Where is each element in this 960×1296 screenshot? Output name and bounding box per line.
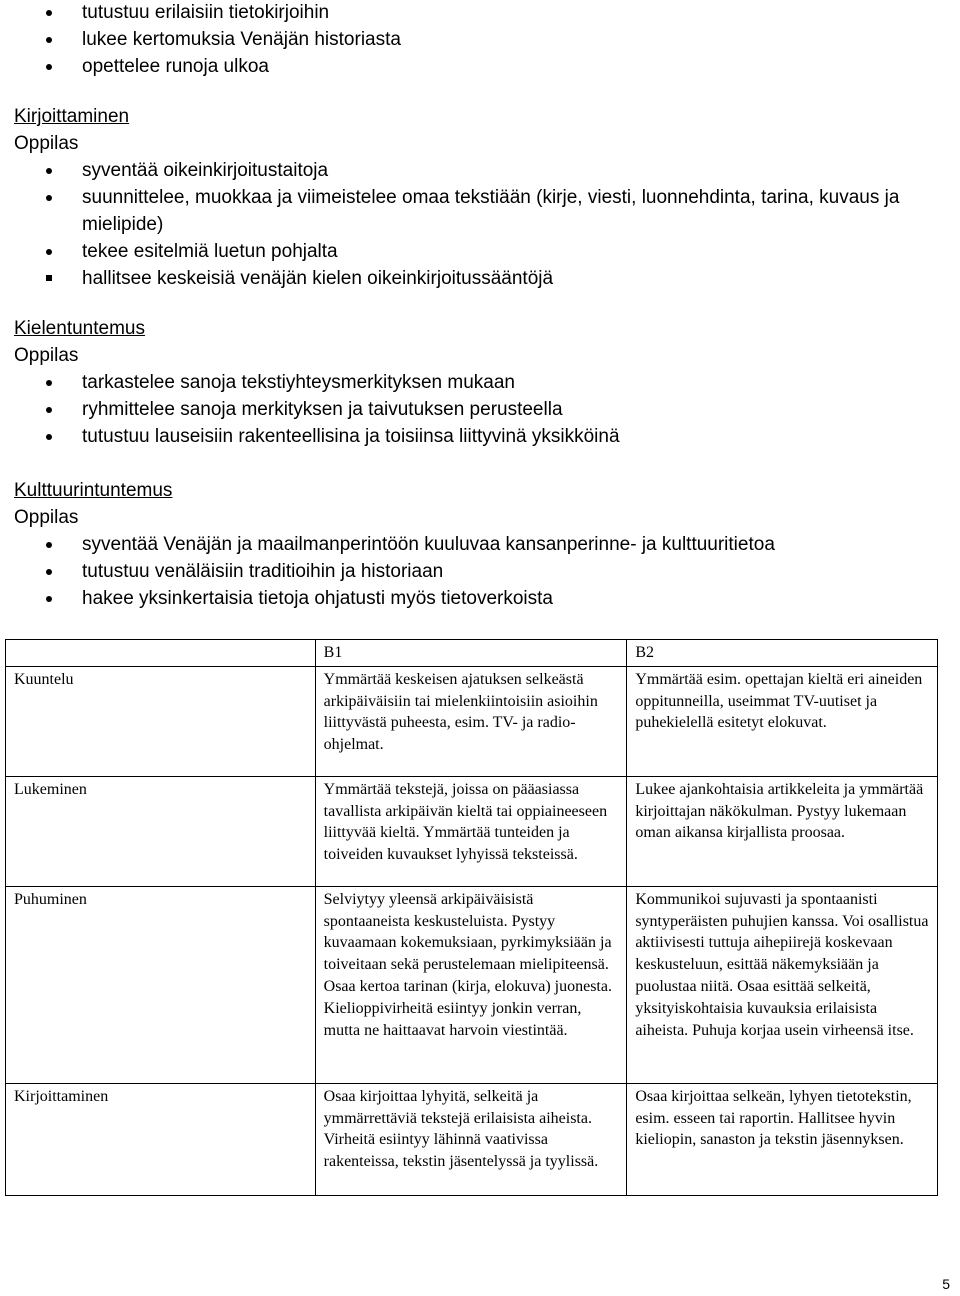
- b1-cell: Ymmärtää tekstejä, joissa on pääasiassa tavallista arkipäivän kieltä tai oppiaineeseen liittyvää kieltä. Ymmärtää tunteiden ja toiveiden kuvaukset lyhyissä teksteissä.: [315, 776, 627, 886]
- kulttuurintuntemus-list: [0, 531, 960, 612]
- list-item: lukee kertomuksia Venäjän historiasta: [0, 26, 960, 53]
- kielentuntemus-list: [0, 369, 960, 450]
- section-heading-kulttuurintuntemus: Kulttuurintuntemus: [14, 480, 173, 501]
- bullet-icon: [46, 168, 52, 174]
- kirjoittaminen-list: [0, 157, 960, 292]
- table-header-row: [6, 640, 938, 667]
- list-item: syventää oikeinkirjoitustaitoja: [0, 157, 960, 184]
- b1-cell: Ymmärtää keskeisen ajatuksen selkeästä arkipäiväisiin tai mielenkiintoisiin asioihin liittyvästä puheesta, esim. TV- ja radio-ohjelmat.: [315, 666, 627, 776]
- list-item: opettelee runoja ulkoa: [0, 53, 960, 80]
- bullet-icon: [46, 380, 52, 386]
- list-item: hakee yksinkertaisia tietoja ohjatusti myös tietoverkoista: [0, 585, 960, 612]
- table-row: [6, 886, 938, 1083]
- square-bullet-icon: [46, 275, 52, 281]
- table-row: [6, 1083, 938, 1195]
- bullet-icon: [46, 542, 52, 548]
- list-item: tarkastelee sanoja tekstiyhteysmerkityksen mukaan: [0, 369, 960, 396]
- bullet-icon: [46, 596, 52, 602]
- intro-list: [0, 0, 960, 80]
- skill-cell: Puhuminen: [6, 886, 316, 1083]
- table-row: [6, 666, 938, 776]
- table-header-b2: B2: [627, 640, 938, 667]
- b2-cell: Osaa kirjoittaa selkeän, lyhyen tietotekstin, esim. esseen tai raportin. Hallitsee hyvin kieliopin, sanaston ja tekstin jäsennyksen.: [627, 1083, 938, 1195]
- b1-cell: Selviytyy yleensä arkipäiväisistä spontaaneista keskusteluista. Pystyy kuvaamaan kokemuksiaan, pyrkimyksiään ja toiveitaan sekä perustelemaan mielipiteensä. Osaa kertoa tarinan (kirja, elokuva) juonesta. Kielioppivirheitä esiintyy jonkin verran, mutta ne haittaavat harvoin viestintää.: [315, 886, 627, 1083]
- bullet-icon: [46, 569, 52, 575]
- table-row: [6, 776, 938, 886]
- bullet-icon: [46, 249, 52, 255]
- b2-cell: Lukee ajankohtaisia artikkeleita ja ymmärtää kirjoittajan näkökulman. Pystyy lukemaan oman aikansa kirjallista proosaa.: [627, 776, 938, 886]
- list-item: ryhmittelee sanoja merkityksen ja taivutuksen perusteella: [0, 396, 960, 423]
- skill-cell: Lukeminen: [6, 776, 316, 886]
- page-number: 5: [942, 1276, 950, 1292]
- list-item: syventää Venäjän ja maailmanperintöön kuuluvaa kansanperinne- ja kulttuuritietoa: [0, 531, 960, 558]
- list-item: tutustuu erilaisiin tietokirjoihin: [0, 0, 960, 26]
- b1-cell: Osaa kirjoittaa lyhyitä, selkeitä ja ymmärrettäviä tekstejä erilaisista aiheista. Virheitä esiintyy lähinnä vaativissa rakenteissa, tekstin jäsentelyssä ja tyylissä.: [315, 1083, 627, 1195]
- bullet-icon: [46, 64, 52, 70]
- table-header-b1: B1: [315, 640, 627, 667]
- section-heading-kielentuntemus: Kielentuntemus: [14, 318, 145, 339]
- b2-cell: Ymmärtää esim. opettajan kieltä eri aineiden oppitunneilla, useimmat TV-uutiset ja puhekielellä esitetyt elokuvat.: [627, 666, 938, 776]
- bullet-icon: [46, 37, 52, 43]
- b2-cell: Kommunikoi sujuvasti ja spontaanisti syntyperäisten puhujien kanssa. Voi osallistua aktiivisesti tuttuja aihepiirejä koskevaan keskusteluun, esittää näkemyksiään ja puolustaa niitä. Osaa esittää selkeitä, yksityiskohtaisia kuvauksia erilaisista aiheista. Puhuja korjaa usein virheensä itse.: [627, 886, 938, 1083]
- section-heading-kirjoittaminen: Kirjoittaminen: [14, 106, 130, 127]
- list-item: tutustuu lauseisiin rakenteellisina ja toisiinsa liittyvinä yksikköinä: [0, 423, 960, 450]
- list-item: hallitsee keskeisiä venäjän kielen oikeinkirjoitussääntöjä: [0, 265, 960, 292]
- subject-label: Oppilas: [14, 345, 79, 366]
- skill-level-table: [5, 639, 938, 1196]
- subject-label: Oppilas: [14, 507, 79, 528]
- bullet-icon: [46, 434, 52, 440]
- skill-cell: Kuuntelu: [6, 666, 316, 776]
- table-header-empty: [6, 640, 316, 667]
- list-item: tutustuu venäläisiin traditioihin ja historiaan: [0, 558, 960, 585]
- bullet-icon: [46, 10, 52, 16]
- skill-cell: Kirjoittaminen: [6, 1083, 316, 1195]
- list-item: tekee esitelmiä luetun pohjalta: [0, 238, 960, 265]
- bullet-icon: [46, 195, 52, 201]
- subject-label: Oppilas: [14, 133, 79, 154]
- list-item: suunnittelee, muokkaa ja viimeistelee omaa tekstiään (kirje, viesti, luonnehdinta, tarina, kuvaus ja mielipide): [0, 184, 960, 238]
- bullet-icon: [46, 407, 52, 413]
